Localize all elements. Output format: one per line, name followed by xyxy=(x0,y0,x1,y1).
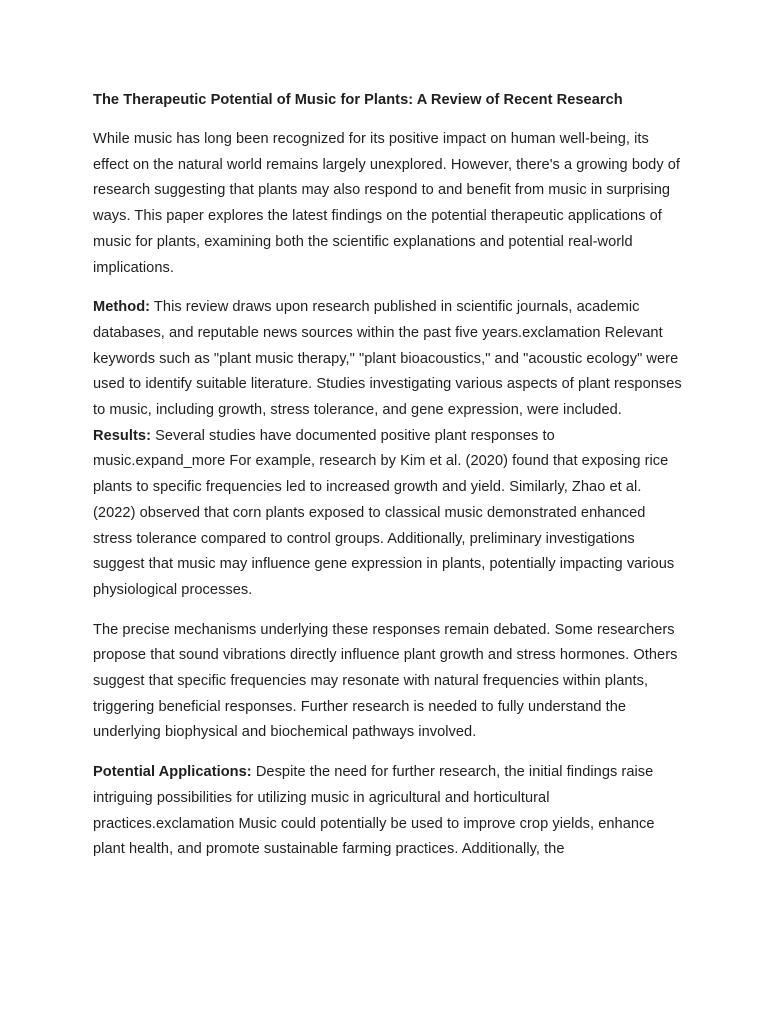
applications-paragraph xyxy=(93,760,683,863)
applications-label: Potential Applications: xyxy=(93,764,252,781)
method-text: This review draws upon research published in scientific journals, academic databases, and reputable news sources within the past five years.exclamation Relevant keywords such as "plant music therapy," "plant bioacoustics," and "acoustic ecology" were used to identify suitable literature. Studies investigating various aspects of plant responses to music, including growth, stress tolerance, and gene expression, were included. xyxy=(93,299,682,419)
applications-text: Despite the need for further research, the initial findings raise intriguing possibilities for utilizing music in agricultural and horticultural practices.exclamation Music could potentially be used to improve crop yields, enhance plant health, and promote sustainable farming practices. Additionally, the xyxy=(93,764,655,858)
method-paragraph xyxy=(93,295,683,424)
document-title: The Therapeutic Potential of Music for Plants: A Review of Recent Research xyxy=(93,92,623,108)
document-page xyxy=(93,89,683,863)
results-text: Several studies have documented positive plant responses to music.expand_more For example, research by Kim et al. (2020) found that exposing rice plants to specific frequencies led to increased growth and yield. Similarly, Zhao et al. (2022) observed that corn plants exposed to classical music demonstrated enhanced stress tolerance compared to control groups. Additionally, preliminary investigations suggest that music may influence gene expression in plants, potentially impacting various physiological processes. xyxy=(93,427,675,598)
results-label: Results: xyxy=(93,427,151,444)
results-paragraph xyxy=(93,424,683,604)
intro-paragraph: While music has long been recognized for its positive impact on human well-being, its effect on the natural world remains largely unexplored. However, there's a growing body of research suggesting that plants may also respond to and benefit from music in surprising ways. This paper explores the latest findings on the potential therapeutic applications of music for plants, examining both the scientific explanations and potential real-world implications. xyxy=(93,131,681,276)
mechanisms-paragraph: The precise mechanisms underlying these responses remain debated. Some researchers propose that sound vibrations directly influence plant growth and stress hormones. Others suggest that specific frequencies may resonate with natural frequencies within plants, triggering beneficial responses. Further research is needed to fully understand the underlying biophysical and biochemical pathways involved. xyxy=(93,621,678,741)
method-label: Method: xyxy=(93,299,151,316)
